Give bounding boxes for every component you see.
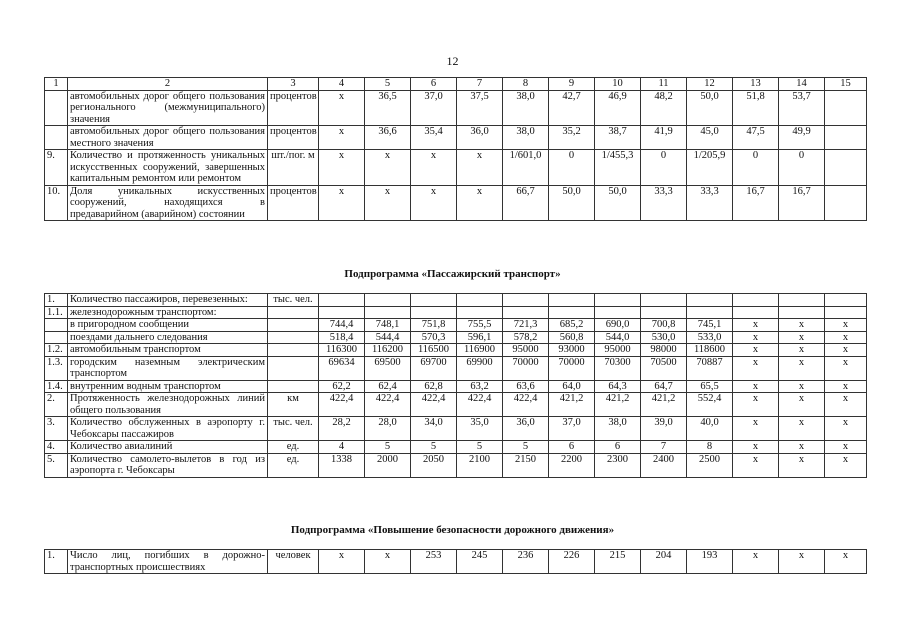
value-cell: x (825, 319, 867, 332)
column-number-cell: 1 (45, 78, 68, 91)
indicator-name-cell: автомобильных дорог общего пользования регионального (межмуниципального) значения (68, 90, 268, 126)
table-row (45, 550, 867, 574)
unit-cell: ед. (268, 453, 319, 477)
value-cell: x (733, 393, 779, 417)
value-cell: x (779, 380, 825, 393)
column-number-cell: 3 (268, 78, 319, 91)
value-cell: 95000 (503, 344, 549, 357)
unit-cell (268, 319, 319, 332)
value-cell (733, 294, 779, 307)
value-cell: 46,9 (595, 90, 641, 126)
indicator-name-cell: Количество пассажиров, перевезенных: (68, 294, 268, 307)
value-cell: 38,7 (595, 126, 641, 150)
unit-cell: тыс. чел. (268, 417, 319, 441)
value-cell: 36,5 (365, 90, 411, 126)
value-cell: 16,7 (779, 185, 825, 221)
value-cell: 28,2 (319, 417, 365, 441)
value-cell: 116300 (319, 344, 365, 357)
value-cell: 70300 (595, 356, 641, 380)
value-cell: 116200 (365, 344, 411, 357)
value-cell: 37,0 (411, 90, 457, 126)
value-cell: x (319, 126, 365, 150)
section-title-road-safety: Подпрограмма «Повышение безопасности дорожного движения» (290, 524, 615, 536)
value-cell: 62,4 (365, 380, 411, 393)
table-row (45, 294, 867, 307)
value-cell: 62,2 (319, 380, 365, 393)
value-cell: x (411, 150, 457, 186)
value-cell (595, 306, 641, 319)
value-cell: 422,4 (457, 393, 503, 417)
value-cell: 6 (549, 441, 595, 454)
value-cell: 552,4 (687, 393, 733, 417)
row-number-cell: 4. (45, 441, 68, 454)
value-cell: 36,0 (503, 417, 549, 441)
value-cell (779, 306, 825, 319)
value-cell: 5 (365, 441, 411, 454)
indicator-name-cell: Протяженность железнодорожных линий общего пользования (68, 393, 268, 417)
row-number-cell (45, 331, 68, 344)
value-cell: x (779, 331, 825, 344)
value-cell: 421,2 (549, 393, 595, 417)
table-row (45, 90, 867, 126)
row-number-cell: 10. (45, 185, 68, 221)
value-cell (641, 306, 687, 319)
value-cell: x (365, 550, 411, 574)
value-cell: 34,0 (411, 417, 457, 441)
column-number-cell: 12 (687, 78, 733, 91)
value-cell: 193 (687, 550, 733, 574)
value-cell: 28,0 (365, 417, 411, 441)
value-cell (825, 126, 867, 150)
value-cell: 2050 (411, 453, 457, 477)
value-cell (319, 306, 365, 319)
value-cell: 116900 (457, 344, 503, 357)
value-cell: 0 (779, 150, 825, 186)
value-cell: x (365, 185, 411, 221)
value-cell: 215 (595, 550, 641, 574)
value-cell: 48,2 (641, 90, 687, 126)
value-cell (825, 90, 867, 126)
unit-cell (268, 306, 319, 319)
value-cell: 6 (595, 441, 641, 454)
value-cell: 116500 (411, 344, 457, 357)
table-row (45, 319, 867, 332)
table-row (45, 306, 867, 319)
indicator-name-cell: автомобильных дорог общего пользования местного значения (68, 126, 268, 150)
value-cell: 35,2 (549, 126, 595, 150)
value-cell: 50,0 (687, 90, 733, 126)
value-cell: x (825, 380, 867, 393)
value-cell: 745,1 (687, 319, 733, 332)
value-cell: 421,2 (641, 393, 687, 417)
table-row (45, 331, 867, 344)
value-cell: 421,2 (595, 393, 641, 417)
value-cell: 65,5 (687, 380, 733, 393)
value-cell: x (733, 331, 779, 344)
value-cell: x (733, 441, 779, 454)
indicators-table-road-safety (44, 549, 867, 574)
value-cell: 5 (457, 441, 503, 454)
value-cell: 50,0 (595, 185, 641, 221)
value-cell: x (825, 344, 867, 357)
value-cell: x (319, 150, 365, 186)
indicator-name-cell: Доля уникальных искусственных сооружений, находящихся в предаварийном (аварийном) состоянии (68, 185, 268, 221)
value-cell: 204 (641, 550, 687, 574)
value-cell: 95000 (595, 344, 641, 357)
value-cell (595, 294, 641, 307)
value-cell (503, 294, 549, 307)
value-cell (641, 294, 687, 307)
value-cell: x (733, 380, 779, 393)
indicator-name-cell: в пригородном сообщении (68, 319, 268, 332)
value-cell: 70000 (549, 356, 595, 380)
value-cell: 16,7 (733, 185, 779, 221)
value-cell: 40,0 (687, 417, 733, 441)
indicator-name-cell: Количество и протяженность уникальных искусственных сооружений, завершенных капитальным ремонтом или ремонтом (68, 150, 268, 186)
value-cell: 36,0 (457, 126, 503, 150)
value-cell (687, 306, 733, 319)
value-cell: x (779, 453, 825, 477)
value-cell: 596,1 (457, 331, 503, 344)
value-cell: x (825, 550, 867, 574)
row-number-cell: 1.2. (45, 344, 68, 357)
row-number-cell: 1.3. (45, 356, 68, 380)
value-cell: 751,8 (411, 319, 457, 332)
value-cell: x (825, 441, 867, 454)
value-cell: x (457, 150, 503, 186)
table-header-row (45, 78, 867, 91)
value-cell: 700,8 (641, 319, 687, 332)
column-number-cell: 10 (595, 78, 641, 91)
value-cell: x (319, 550, 365, 574)
value-cell: 93000 (549, 344, 595, 357)
value-cell: x (825, 417, 867, 441)
column-number-cell: 6 (411, 78, 457, 91)
value-cell: 0 (549, 150, 595, 186)
column-number-cell: 11 (641, 78, 687, 91)
value-cell (457, 294, 503, 307)
value-cell: 236 (503, 550, 549, 574)
value-cell (825, 294, 867, 307)
table-row (45, 393, 867, 417)
value-cell: 2150 (503, 453, 549, 477)
value-cell: x (319, 90, 365, 126)
unit-cell: шт./пог. м (268, 150, 319, 186)
value-cell: 748,1 (365, 319, 411, 332)
table-row (45, 441, 867, 454)
value-cell: x (457, 185, 503, 221)
value-cell: 70000 (503, 356, 549, 380)
value-cell: 4 (319, 441, 365, 454)
column-number-cell: 5 (365, 78, 411, 91)
value-cell: x (779, 356, 825, 380)
value-cell: x (779, 441, 825, 454)
value-cell: 33,3 (687, 185, 733, 221)
value-cell: 37,5 (457, 90, 503, 126)
column-number-cell: 8 (503, 78, 549, 91)
column-number-cell: 13 (733, 78, 779, 91)
value-cell: 5 (411, 441, 457, 454)
value-cell: 422,4 (503, 393, 549, 417)
unit-cell: ед. (268, 441, 319, 454)
value-cell: 560,8 (549, 331, 595, 344)
unit-cell (268, 344, 319, 357)
value-cell: x (779, 550, 825, 574)
column-number-cell: 2 (68, 78, 268, 91)
value-cell: 37,0 (549, 417, 595, 441)
value-cell: 5 (503, 441, 549, 454)
value-cell: 69500 (365, 356, 411, 380)
value-cell: 64,7 (641, 380, 687, 393)
value-cell: 38,0 (503, 90, 549, 126)
value-cell: x (733, 417, 779, 441)
row-number-cell: 5. (45, 453, 68, 477)
row-number-cell (45, 126, 68, 150)
row-number-cell: 1.4. (45, 380, 68, 393)
value-cell: 50,0 (549, 185, 595, 221)
value-cell: 721,3 (503, 319, 549, 332)
value-cell: 69700 (411, 356, 457, 380)
unit-cell: процентов (268, 90, 319, 126)
value-cell: 69900 (457, 356, 503, 380)
row-number-cell: 9. (45, 150, 68, 186)
table-row (45, 185, 867, 221)
value-cell: 51,8 (733, 90, 779, 126)
value-cell: 70887 (687, 356, 733, 380)
column-number-cell: 14 (779, 78, 825, 91)
value-cell: x (365, 150, 411, 186)
value-cell (733, 306, 779, 319)
table-row (45, 453, 867, 477)
value-cell (319, 294, 365, 307)
unit-cell: км (268, 393, 319, 417)
indicator-name-cell: поездами дальнего следования (68, 331, 268, 344)
row-number-cell: 1. (45, 550, 68, 574)
value-cell: 1/455,3 (595, 150, 641, 186)
value-cell: 98000 (641, 344, 687, 357)
row-number-cell: 3. (45, 417, 68, 441)
value-cell: 0 (733, 150, 779, 186)
indicator-name-cell: Количество самолето-вылетов в год из аэропорта г. Чебоксары (68, 453, 268, 477)
value-cell (825, 150, 867, 186)
value-cell: 1338 (319, 453, 365, 477)
unit-cell (268, 331, 319, 344)
value-cell (457, 306, 503, 319)
indicator-name-cell: внутренним водным транспортом (68, 380, 268, 393)
value-cell: 118600 (687, 344, 733, 357)
value-cell: 70500 (641, 356, 687, 380)
value-cell: x (779, 393, 825, 417)
value-cell (549, 294, 595, 307)
unit-cell: процентов (268, 185, 319, 221)
value-cell: 35,4 (411, 126, 457, 150)
value-cell: 49,9 (779, 126, 825, 150)
value-cell: x (779, 417, 825, 441)
value-cell: 69634 (319, 356, 365, 380)
value-cell: 53,7 (779, 90, 825, 126)
value-cell: x (825, 331, 867, 344)
value-cell: x (319, 185, 365, 221)
value-cell: 45,0 (687, 126, 733, 150)
row-number-cell: 2. (45, 393, 68, 417)
unit-cell: человек (268, 550, 319, 574)
table-row (45, 150, 867, 186)
indicator-name-cell: Количество авиалиний (68, 441, 268, 454)
value-cell: x (733, 550, 779, 574)
value-cell (411, 294, 457, 307)
value-cell: 35,0 (457, 417, 503, 441)
value-cell: 33,3 (641, 185, 687, 221)
value-cell (365, 294, 411, 307)
value-cell: 64,3 (595, 380, 641, 393)
indicators-table-roads (44, 77, 867, 221)
value-cell (687, 294, 733, 307)
value-cell: 47,5 (733, 126, 779, 150)
value-cell: 2300 (595, 453, 641, 477)
indicator-name-cell: автомобильным транспортом (68, 344, 268, 357)
value-cell (825, 306, 867, 319)
table-row (45, 380, 867, 393)
value-cell: 63,6 (503, 380, 549, 393)
value-cell: 422,4 (365, 393, 411, 417)
value-cell: x (825, 356, 867, 380)
value-cell: 8 (687, 441, 733, 454)
value-cell: 38,0 (595, 417, 641, 441)
value-cell: 685,2 (549, 319, 595, 332)
value-cell: 39,0 (641, 417, 687, 441)
value-cell: 36,6 (365, 126, 411, 150)
value-cell: x (733, 319, 779, 332)
value-cell: 226 (549, 550, 595, 574)
column-number-cell: 15 (825, 78, 867, 91)
value-cell: 62,8 (411, 380, 457, 393)
value-cell: 41,9 (641, 126, 687, 150)
value-cell (549, 306, 595, 319)
value-cell: 755,5 (457, 319, 503, 332)
value-cell: 7 (641, 441, 687, 454)
value-cell: x (779, 344, 825, 357)
column-number-cell: 9 (549, 78, 595, 91)
value-cell: 2000 (365, 453, 411, 477)
value-cell: 42,7 (549, 90, 595, 126)
value-cell (503, 306, 549, 319)
row-number-cell: 1.1. (45, 306, 68, 319)
value-cell: 1/601,0 (503, 150, 549, 186)
row-number-cell: 1. (45, 294, 68, 307)
value-cell: x (825, 393, 867, 417)
value-cell: 690,0 (595, 319, 641, 332)
indicator-name-cell: городским наземным электрическим транспортом (68, 356, 268, 380)
value-cell (825, 185, 867, 221)
value-cell: 422,4 (411, 393, 457, 417)
value-cell: 64,0 (549, 380, 595, 393)
value-cell: 0 (641, 150, 687, 186)
value-cell: x (825, 453, 867, 477)
page-number: 12 (446, 54, 459, 68)
row-number-cell (45, 90, 68, 126)
unit-cell: процентов (268, 126, 319, 150)
column-number-cell: 7 (457, 78, 503, 91)
value-cell: 518,4 (319, 331, 365, 344)
value-cell: x (733, 356, 779, 380)
table-row (45, 356, 867, 380)
value-cell: 2100 (457, 453, 503, 477)
value-cell: 744,4 (319, 319, 365, 332)
value-cell: 2500 (687, 453, 733, 477)
value-cell: 533,0 (687, 331, 733, 344)
value-cell: 530,0 (641, 331, 687, 344)
value-cell (779, 294, 825, 307)
value-cell: 544,0 (595, 331, 641, 344)
indicator-name-cell: железнодорожным транспортом: (68, 306, 268, 319)
unit-cell (268, 380, 319, 393)
unit-cell (268, 356, 319, 380)
value-cell: x (411, 185, 457, 221)
value-cell (365, 306, 411, 319)
value-cell: 66,7 (503, 185, 549, 221)
value-cell: x (733, 344, 779, 357)
row-number-cell (45, 319, 68, 332)
table-row (45, 344, 867, 357)
value-cell: 1/205,9 (687, 150, 733, 186)
value-cell: 245 (457, 550, 503, 574)
value-cell: 2400 (641, 453, 687, 477)
value-cell: 544,4 (365, 331, 411, 344)
value-cell (411, 306, 457, 319)
value-cell: x (779, 319, 825, 332)
indicator-name-cell: Количество обслуженных в аэропорту г. Чебоксары пассажиров (68, 417, 268, 441)
value-cell: 422,4 (319, 393, 365, 417)
table-row (45, 417, 867, 441)
value-cell: 253 (411, 550, 457, 574)
column-number-cell: 4 (319, 78, 365, 91)
indicators-table-passenger-transport (44, 293, 867, 478)
value-cell: x (733, 453, 779, 477)
unit-cell: тыс. чел. (268, 294, 319, 307)
value-cell: 578,2 (503, 331, 549, 344)
value-cell: 2200 (549, 453, 595, 477)
section-title-passenger-transport: Подпрограмма «Пассажирский транспорт» (344, 268, 561, 280)
value-cell: 38,0 (503, 126, 549, 150)
value-cell: 570,3 (411, 331, 457, 344)
table-row (45, 126, 867, 150)
value-cell: 63,2 (457, 380, 503, 393)
indicator-name-cell: Число лиц, погибших в дорожно-транспортных происшествиях (68, 550, 268, 574)
